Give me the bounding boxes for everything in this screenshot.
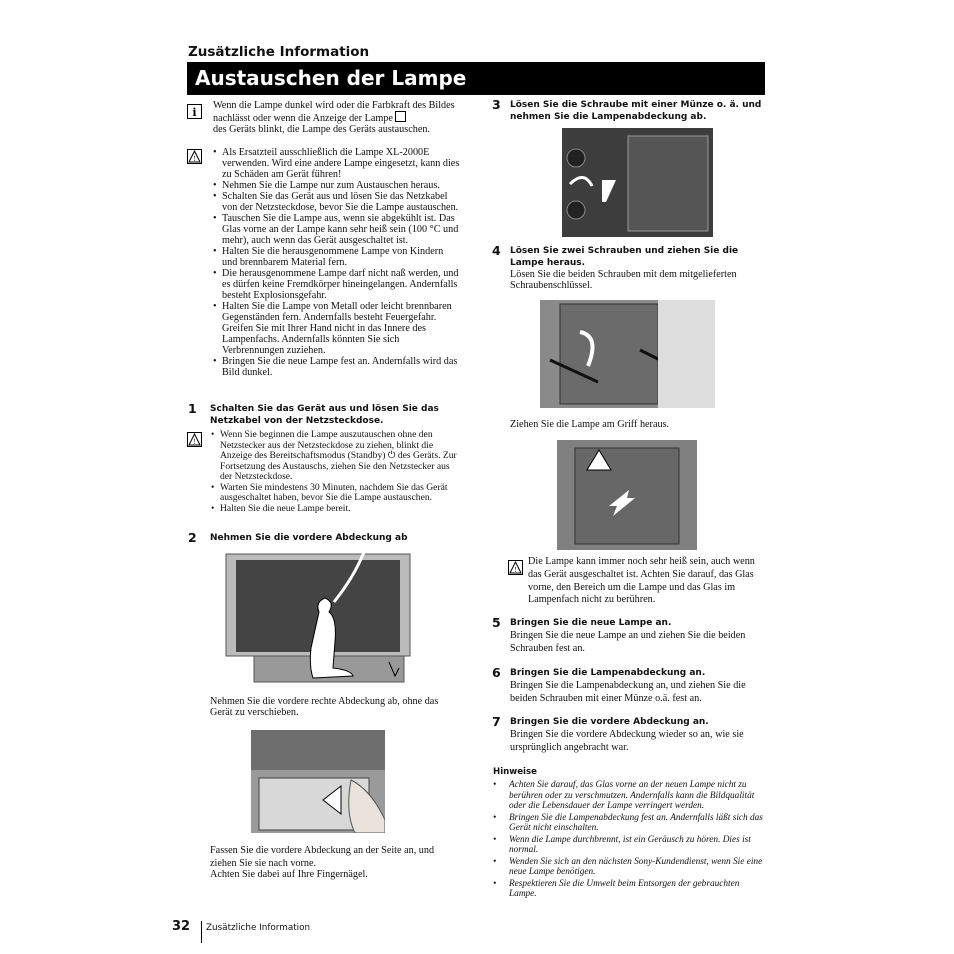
- intro-text-b: des Geräts blinkt, die Lampe des Geräts austauschen.: [213, 124, 430, 135]
- step-3-title: Lösen Sie die Schraube mit einer Münze o. ä. und nehmen Sie die Lampenabdeckung ab.: [510, 100, 762, 122]
- step-2-number: 2: [188, 530, 197, 545]
- svg-text:!: !: [193, 438, 196, 446]
- list-item: • Nehmen Sie die Lampe nur zum Austauschen heraus.: [213, 180, 461, 191]
- title-bar: [187, 62, 765, 95]
- step-1-title: Schalten Sie das Gerät aus und lösen Sie das Netzkabel von der Netzsteckdose.: [210, 404, 439, 426]
- svg-text:!: !: [514, 566, 517, 574]
- lamp-cover-photo: [562, 128, 713, 237]
- warning-icon: [187, 149, 202, 164]
- step-2-text-3: Achten Sie dabei auf Ihre Fingernägel.: [210, 869, 368, 880]
- list-item: • Die herausgenommene Lampe darf nicht naß werden, und es dürfen keine Fremdkörper hineingelangen. Andernfalls besteht Explosionsgefahr.: [213, 268, 461, 301]
- step-7-title: Bringen Sie die vordere Abdeckung an.: [510, 717, 709, 727]
- list-item: • Halten Sie die Lampe von Metall oder leicht brennbaren Gegenständen fern. Andernfalls besteht Feuergefahr. Greifen Sie mit Ihrer Hand nicht in das Innere des Lampenfachs. Andernfalls könnten Sie sich Verbrennungen zuziehen.: [213, 301, 461, 356]
- list-item: • Bringen Sie die Lampenabdeckung fest an. Andernfalls läßt sich das Gerät nicht einschalten.: [493, 813, 766, 834]
- list-item: • Respektieren Sie die Umwelt beim Entsorgen der gebrauchten Lampe.: [493, 879, 766, 900]
- svg-text:i: i: [192, 106, 197, 119]
- list-item: • Warten Sie mindestens 30 Minuten, nachdem Sie das Gerät ausgeschaltet haben, bevor Sie die Lampe austauschen.: [211, 483, 463, 504]
- step-2-text-1: Nehmen Sie die vordere rechte Abdeckung ab, ohne das Gerät zu verschieben.: [210, 696, 439, 718]
- step-4-number: 4: [492, 243, 501, 258]
- list-item: • Wenden Sie sich an den nächsten Sony-Kundendienst, wenn Sie eine neue Lampe benötigen.: [493, 857, 766, 878]
- standby-icon: ⏻: [387, 450, 396, 461]
- step-4-title: Lösen Sie zwei Schrauben und ziehen Sie die Lampe heraus.: [510, 246, 739, 268]
- list-item: • Wenn die Lampe durchbrennt, ist ein Geräusch zu hören. Dies ist normal.: [493, 835, 766, 856]
- step-1-b1a: Wenn Sie beginnen die Lampe auszutauschen ohne den Netzstecker aus der Netzsteckdose zu ziehen, blinkt die Anzeige des Bereitschaftsmodus (Standby): [220, 429, 434, 461]
- list-item: • Tauschen Sie die Lampe aus, wenn sie abgekühlt ist. Das Glas vorne an der Lampe kann sehr heiß sein (100 °C und mehr), auch wenn das Gerät ausgeschaltet ist.: [213, 213, 461, 246]
- svg-text:!: !: [193, 155, 196, 163]
- step-5-title: Bringen Sie die neue Lampe an.: [510, 618, 672, 628]
- step-1-number: 1: [188, 401, 197, 416]
- step-5-number: 5: [492, 615, 501, 630]
- notes-heading: Hinweise: [493, 767, 537, 777]
- notes-list: [493, 780, 766, 900]
- step-4-text-1: Lösen Sie die beiden Schrauben mit dem mitgelieferten Schraubenschlüssel.: [510, 269, 737, 291]
- list-item: • Achten Sie darauf, das Glas vorne an der neuen Lampe nicht zu berühren oder zu verschmutzen. Andernfalls kann die Bildqualität oder die Lebensdauer der Lampe verringert werden.: [493, 780, 766, 812]
- lamp-removal-photo: [557, 440, 697, 550]
- page-title: Austauschen der Lampe: [195, 66, 467, 90]
- step-4-warning: Die Lampe kann immer noch sehr heiß sein, auch wenn das Gerät ausgeschaltet ist. Achten Sie darauf, das Glas vorne, den Bereich um die Lampe und das Glas im Lampenfach nicht zu berühren.: [528, 556, 755, 606]
- footer-divider: [201, 921, 202, 943]
- lamp-indicator-icon: [395, 111, 406, 122]
- list-item: • Bringen Sie die neue Lampe fest an. Andernfalls wird das Bild dunkel.: [213, 356, 461, 378]
- step-6-text: Bringen Sie die Lampenabdeckung an, und ziehen Sie die beiden Schrauben mit einer Münze o.ä. fest an.: [510, 680, 746, 704]
- footer-section: Zusätzliche Information: [206, 923, 311, 933]
- step-1-list: [211, 430, 463, 514]
- step-6-number: 6: [492, 665, 501, 680]
- warning-icon: [187, 432, 202, 447]
- warning-icon: [508, 560, 523, 575]
- step-1-b1b: des Geräts. Zur Fortsetzung des Austauschs, ziehen Sie den Netzstecker aus der Netzsteckdose.: [220, 450, 457, 482]
- list-item: • Schalten Sie das Gerät aus und lösen Sie das Netzkabel von der Netzsteckdose, bevor Sie die Lampe austauschen.: [213, 191, 461, 213]
- section-heading: Zusätzliche Information: [188, 44, 370, 60]
- step-4-text-2: Ziehen Sie die Lampe am Griff heraus.: [510, 419, 670, 430]
- step-2-text-2: Fassen Sie die vordere Abdeckung an der Seite an, und ziehen Sie sie nach vorne.: [210, 845, 435, 869]
- page-number: 32: [172, 919, 191, 934]
- cover-removal-photo: [251, 730, 385, 833]
- step-5-text: Bringen Sie die neue Lampe an und ziehen Sie die beiden Schrauben fest an.: [510, 630, 746, 654]
- intro-text-a: Wenn die Lampe dunkel wird oder die Farbkraft des Bildes nachlässt oder wenn die Anzeige der Lampe: [213, 100, 455, 124]
- step-3-number: 3: [492, 97, 501, 112]
- list-item: [211, 430, 463, 483]
- step-7-text: Bringen Sie die vordere Abdeckung wieder so an, wie sie ursprünglich angebracht war.: [510, 729, 744, 753]
- list-item: • Halten Sie die herausgenommene Lampe von Kindern und brennbarem Material fern.: [213, 246, 461, 268]
- list-item: • Halten Sie die neue Lampe bereit.: [211, 504, 463, 515]
- step-2-title: Nehmen Sie die vordere Abdeckung ab: [210, 533, 408, 543]
- tv-cover-illustration: [224, 552, 412, 686]
- screws-photo: [540, 300, 715, 408]
- info-icon: [187, 104, 202, 119]
- warning-list: [213, 147, 461, 378]
- intro-text: [213, 100, 463, 135]
- list-item: • Als Ersatzteil ausschließlich die Lampe XL-2000E verwenden. Wird eine andere Lampe eingesetzt, kann dies zu Schäden am Gerät führen!: [213, 147, 461, 180]
- step-6-title: Bringen Sie die Lampenabdeckung an.: [510, 668, 706, 678]
- step-7-number: 7: [492, 714, 501, 729]
